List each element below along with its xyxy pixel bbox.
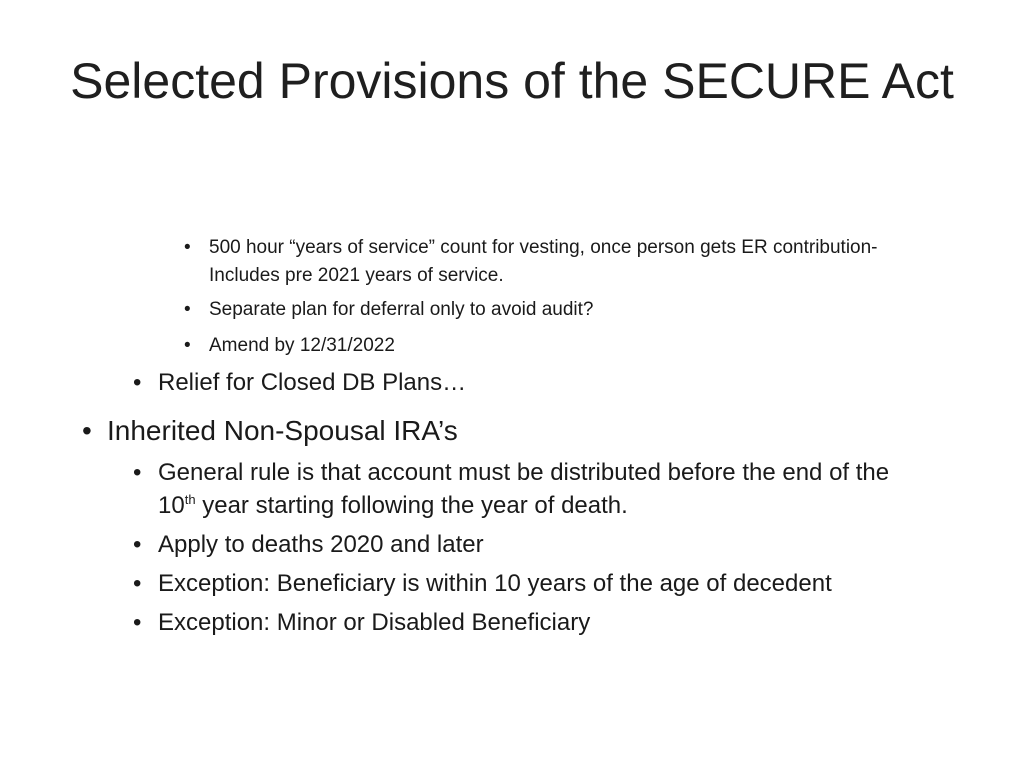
bullet-exception-minor [133, 606, 933, 639]
bullet-dot-icon: • [82, 415, 92, 446]
bullet-exception-age [133, 567, 933, 600]
slide-title: Selected Provisions of the SECURE Act [70, 53, 954, 109]
general-rule-superscript: th [184, 492, 196, 507]
bullet-vesting-hours [184, 234, 914, 290]
bullet-apply-deaths [133, 528, 933, 561]
bullet-text: Relief for Closed DB Plans… [158, 369, 467, 396]
bullet-closed-db-relief [133, 366, 933, 399]
bullet-dot-icon: • [133, 570, 142, 597]
bullet-dot-icon: • [133, 609, 142, 636]
bullet-inherited-ira [82, 413, 942, 449]
bullet-dot-icon: • [133, 531, 142, 558]
bullet-dot-icon: • [184, 299, 191, 320]
general-rule-part2: year starting following the year of death. [195, 492, 628, 519]
bullet-amend-date [184, 332, 914, 360]
bullet-text: Separate plan for deferral only to avoid audit? [209, 299, 594, 320]
bullet-dot-icon: • [184, 237, 191, 258]
bullet-text: Amend by 12/31/2022 [209, 335, 395, 356]
bullet-text [158, 456, 933, 522]
bullet-general-rule [133, 456, 933, 522]
bullet-dot-icon: • [184, 335, 191, 356]
general-rule-part1: General rule is that account must be distributed before the end of the 10 [158, 459, 890, 519]
bullet-separate-plan [184, 296, 914, 324]
bullet-text: Exception: Beneficiary is within 10 years of the age of decedent [158, 570, 832, 597]
bullet-text: 500 hour “years of service” count for vesting, once person gets ER contribution- Includes pre 2021 years of service. [209, 237, 878, 286]
bullet-text: Apply to deaths 2020 and later [158, 531, 484, 558]
bullet-dot-icon: • [133, 369, 142, 396]
bullet-text: Exception: Minor or Disabled Beneficiary [158, 609, 591, 636]
bullet-text: Inherited Non-Spousal IRA’s [107, 415, 458, 446]
bullet-dot-icon: • [133, 459, 142, 486]
